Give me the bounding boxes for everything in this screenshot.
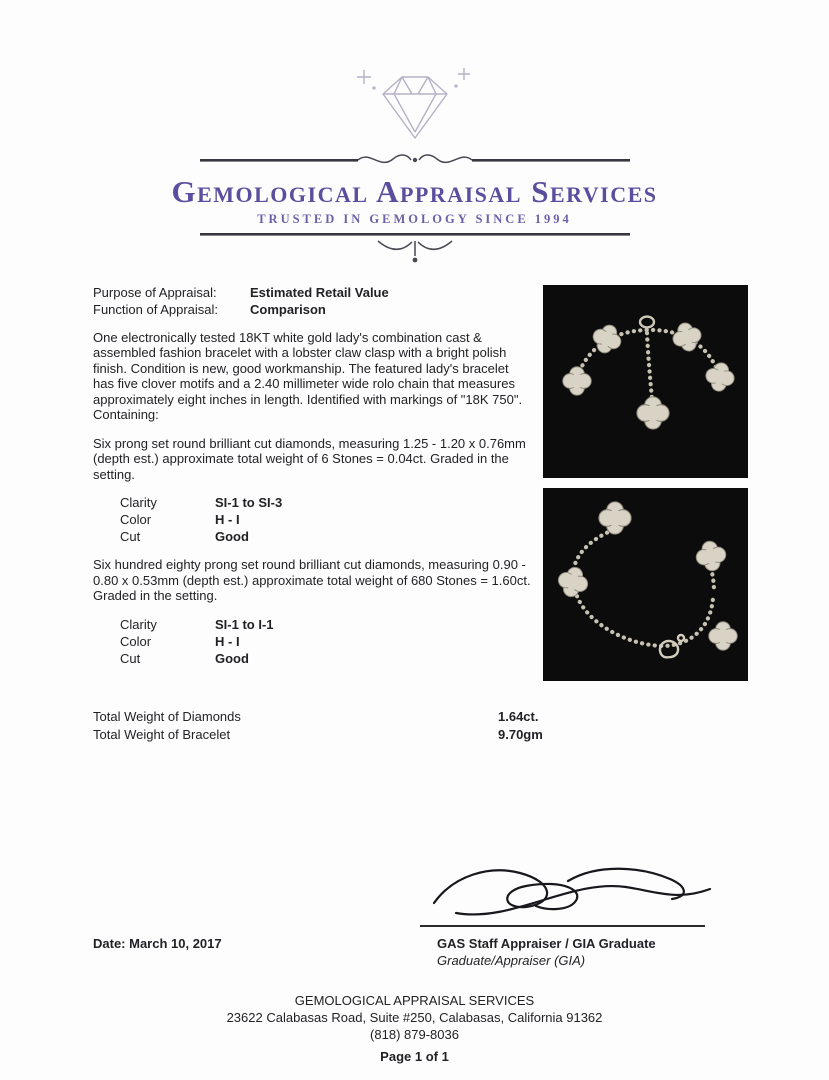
- total-bracelet-label: Total Weight of Bracelet: [93, 726, 231, 742]
- total-diamonds-label: Total Weight of Diamonds: [93, 708, 241, 724]
- bracelet-illustration-bottom: [543, 488, 748, 681]
- diamond-group-1-description: Six prong set round brilliant cut diamonds, measuring 1.25 - 1.20 x 0.76mm (depth est.) approximate total weight of 6 Stones = 0.04ct. Graded in the setting.: [93, 435, 526, 482]
- footer-phone: (818) 879-8036: [370, 1026, 459, 1042]
- flourish-divider-top-icon: [200, 148, 630, 174]
- document-footer: [0, 992, 829, 1065]
- clarity-label: Clarity: [120, 495, 157, 511]
- letterhead: [0, 0, 829, 269]
- clarity-value: SI-1 to I-1: [215, 616, 274, 632]
- bracelet-photo-top: [543, 285, 748, 478]
- grade-row: [120, 495, 533, 510]
- footer-company-name: GEMOLOGICAL APPRAISAL SERVICES: [294, 992, 535, 1008]
- appraisal-date: Date: March 10, 2017: [93, 935, 222, 951]
- color-value: H - I: [215, 633, 240, 649]
- grade-row: [120, 529, 533, 544]
- grade-row: [120, 634, 533, 649]
- footer-address: 23622 Calabasas Road, Suite #250, Calabasas, California 91362: [226, 1009, 603, 1025]
- function-value: Comparison: [250, 301, 326, 317]
- page-number: Page 1 of 1: [380, 1048, 449, 1064]
- grade-table-2: [120, 617, 533, 666]
- company-tagline: TRUSTED IN GEMOLOGY SINCE 1994: [257, 211, 572, 226]
- purpose-label: Purpose of Appraisal:: [93, 284, 217, 300]
- appraisal-text-column: [93, 285, 533, 691]
- company-title: Gemological Appraisal Services: [171, 174, 658, 209]
- color-value: H - I: [215, 512, 240, 528]
- cut-label: Cut: [120, 529, 141, 545]
- item-description: One electronically tested 18KT white gold lady's combination cast & assembled fashion bracelet with a lobster claw clasp with a bright polish finish. Condition is new, good workmanship. The featured lady's bracelet has five clover motifs and a 2.40 millimeter wide rolo chain that measures approximately eight inches in length. Identified with markings of "18K 750". Containing:: [93, 329, 523, 423]
- signature-section: [0, 849, 829, 968]
- grade-table-1: [120, 495, 533, 544]
- appraisal-body: [0, 269, 829, 691]
- total-bracelet-value: 9.70gm: [498, 726, 543, 742]
- appraiser-subtitle: Graduate/Appraiser (GIA): [437, 952, 586, 968]
- lobster-clasp-icon: [660, 635, 684, 657]
- appraiser-title: GAS Staff Appraiser / GIA Graduate: [437, 935, 656, 951]
- date-and-appraiser-row: [0, 936, 829, 968]
- appraiser-signature: [420, 849, 720, 933]
- clarity-label: Clarity: [120, 616, 157, 632]
- clarity-value: SI-1 to SI-3: [215, 495, 283, 511]
- purpose-value: Estimated Retail Value: [250, 284, 389, 300]
- totals-section: [0, 691, 829, 743]
- grade-row: [120, 512, 533, 527]
- total-diamonds-value: 1.64ct.: [498, 708, 539, 724]
- photo-column: [543, 285, 748, 691]
- cut-value: Good: [215, 529, 249, 545]
- signature-line: [420, 925, 705, 927]
- function-row: [93, 302, 533, 317]
- appraiser-block: [437, 936, 656, 968]
- bracelet-illustration-top: [543, 285, 748, 478]
- grade-row: [120, 651, 533, 666]
- cut-label: Cut: [120, 650, 141, 666]
- diamond-logo-icon: [350, 64, 480, 148]
- flourish-divider-bottom-icon: [200, 233, 630, 269]
- cut-value: Good: [215, 650, 249, 666]
- signature-area: [420, 849, 705, 927]
- total-diamonds-row: [93, 709, 829, 725]
- function-label: Function of Appraisal:: [93, 301, 219, 317]
- bracelet-photo-bottom: [543, 488, 748, 681]
- grade-row: [120, 617, 533, 632]
- purpose-row: [93, 285, 533, 300]
- total-bracelet-row: [93, 727, 829, 743]
- color-label: Color: [120, 512, 152, 528]
- color-label: Color: [120, 633, 152, 649]
- diamond-group-2-description: Six hundred eighty prong set round brilliant cut diamonds, measuring 0.90 - 0.80 x 0.53mm (depth est.) approximate total weight of 680 Stones = 1.60ct. Graded in the setting.: [93, 557, 531, 604]
